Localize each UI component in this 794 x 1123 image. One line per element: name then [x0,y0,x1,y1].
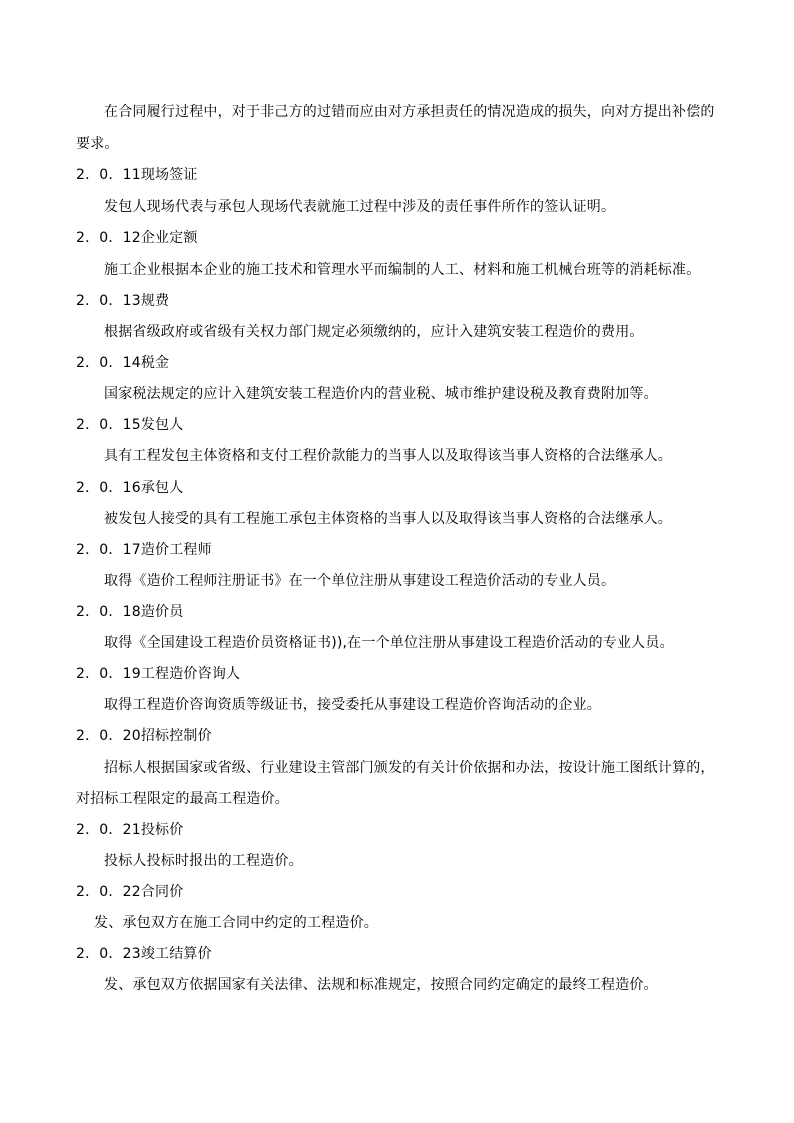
section-heading: 2．0．21投标价 [76,822,184,838]
section-heading: 2．0．23竣工结算价 [76,946,212,962]
section-body: 国家税法规定的应计入建筑安装工程造价内的营业税、城市维护建设税及教育费附加等。 [104,386,658,402]
section-body: 取得《造价工程师注册证书》在一个单位注册从事建设工程造价活动的专业人员。 [104,573,616,589]
section-heading: 2．0．11现场签证 [76,167,198,183]
section-heading: 2．0．22合同价 [76,884,184,900]
section-heading: 2．0．12企业定额 [76,230,198,246]
paragraph-text: 在合同履行过程中，对于非己方的过错而应由对方承担责任的情况造成的损失，向对方提出补偿的 [104,104,715,120]
section-heading: 2．0．16承包人 [76,480,184,496]
section-body: 被发包人接受的具有工程施工承包主体资格的当事人以及取得该当事人资格的合法继承人。 [104,511,672,527]
section-body-continued: 对招标工程限定的最高工程造价。 [76,791,289,807]
section-heading: 2．0．15发包人 [76,417,184,433]
section-heading: 2．0．19工程造价咨询人 [76,666,241,682]
paragraph-text: 要求。 [76,136,119,152]
section-body: 发、承包双方依据国家有关法律、法规和标准规定，按照合同约定确定的最终工程造价。 [104,977,658,993]
section-heading: 2．0．20招标控制价 [76,728,212,744]
section-body: 投标人投标时报出的工程造价。 [104,853,303,869]
section-body: 发包人现场代表与承包人现场代表就施工过程中涉及的责任事件所作的签认证明。 [104,199,616,215]
section-heading: 2．0．17造价工程师 [76,542,212,558]
section-body: 招标人根据国家或省级、行业建设主管部门颁发的有关计价依据和办法，按设计施工图纸计算的， [104,760,715,776]
section-body: 取得工程造价咨询资质等级证书，接受委托从事建设工程造价咨询活动的企业。 [104,697,601,713]
section-heading: 2．0．13规费 [76,293,170,309]
section-body: 根据省级政府或省级有关权力部门规定必须缴纳的，应计入建筑安装工程造价的费用。 [104,324,644,340]
section-body: 施工企业根据本企业的施工技术和管理水平而编制的人工、材料和施工机械台班等的消耗标准。 [104,262,701,278]
section-body: 取得《全国建设工程造价员资格证书)),在一个单位注册从事建设工程造价活动的专业人员。 [104,635,674,651]
section-body: 发、承包双方在施工合同中约定的工程造价。 [94,915,378,931]
section-heading: 2．0．18造价员 [76,604,184,620]
section-body: 具有工程发包主体资格和支付工程价款能力的当事人以及取得该当事人资格的合法继承人。 [104,448,672,464]
section-heading: 2．0．14税金 [76,355,170,371]
